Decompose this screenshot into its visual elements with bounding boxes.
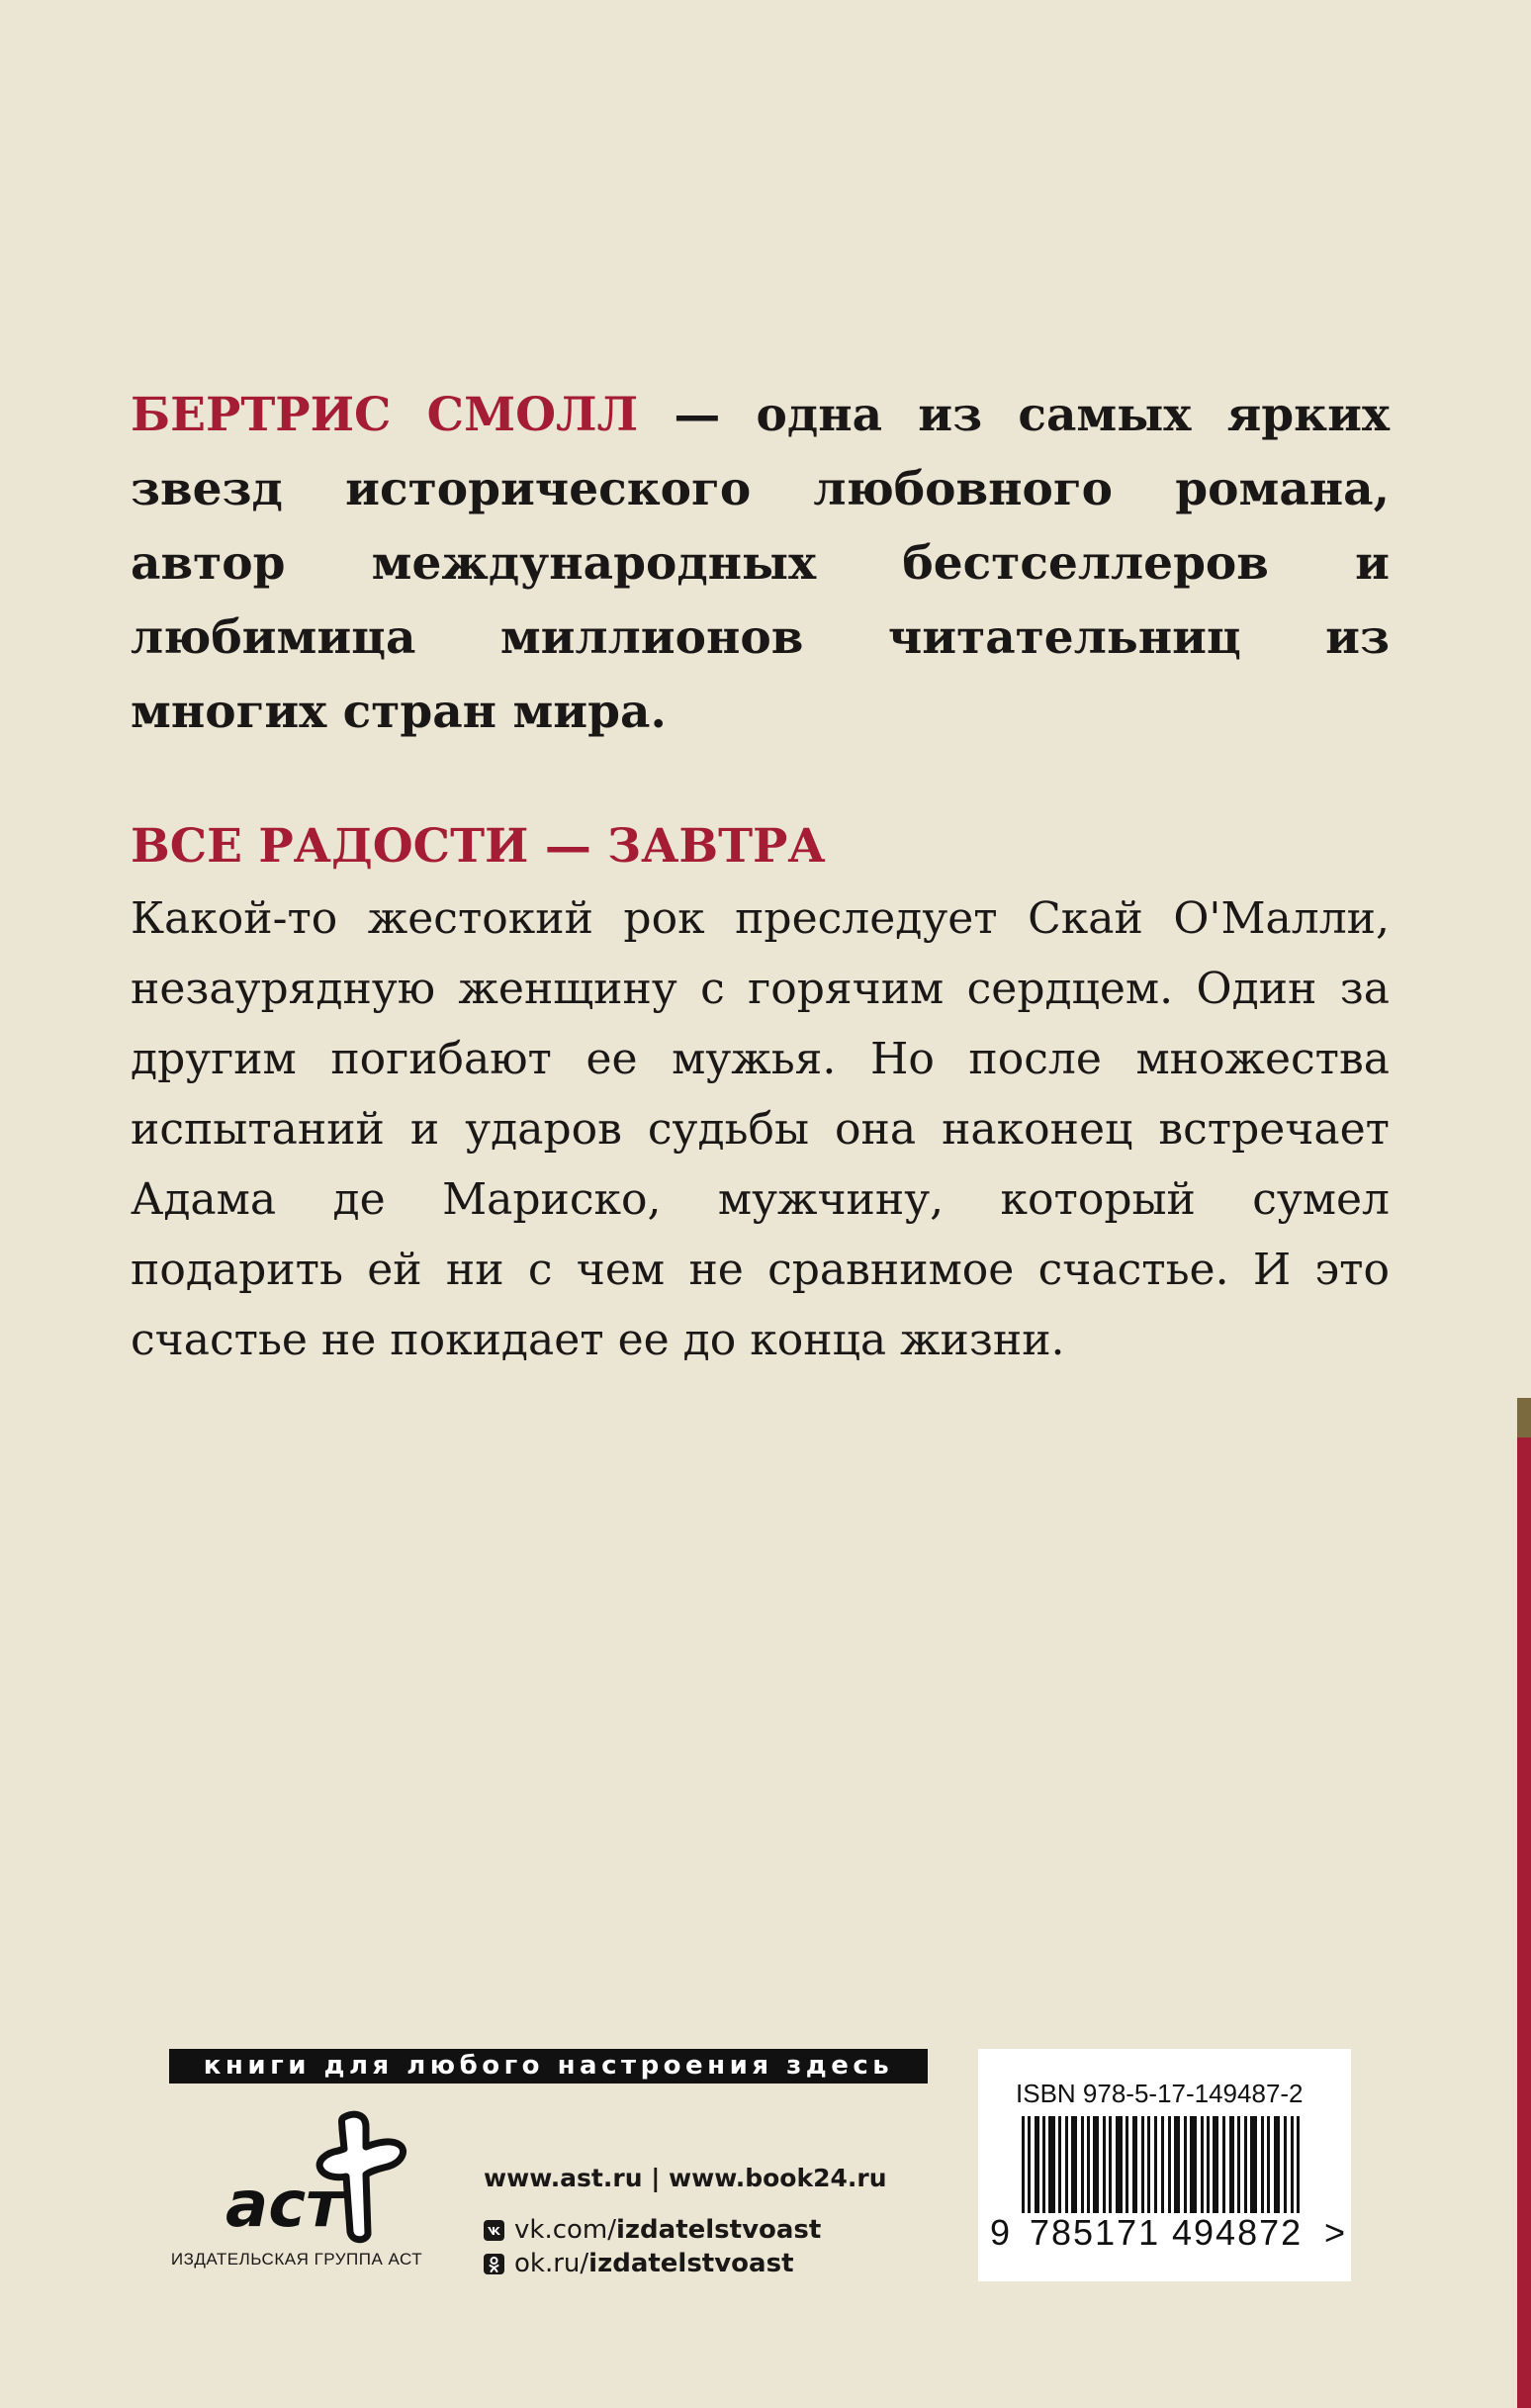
vk-handle: izdatelstvoast [616, 2215, 822, 2245]
barcode-box [978, 2049, 1351, 2281]
slogan-bar: книги для любого настроения здесь [169, 2049, 928, 2084]
odnoklassniki-icon [484, 2254, 504, 2274]
barcode-lead-digit: 9 [990, 2213, 1030, 2253]
book-title: ВСЕ РАДОСТИ — ЗАВТРА [131, 819, 826, 874]
book-annotation: Какой-то жестокий рок преследует Скай О'Малли, незаурядную женщину с горячим сердцем. Один за другим погибают ее мужья. Но после множества испытаний и ударов судьбы она наконец встречает Адама де Мариско, мужчину, который сумел подарить ей ни с чем не сравнимое счастье. И это счастье не покидает ее до конца жизни. [131, 893, 1390, 1365]
vk-icon [484, 2220, 504, 2241]
spine-accent-stripe-top [1517, 1398, 1531, 1437]
isbn-number: ISBN 978-5-17-149487-2 [1016, 2079, 1304, 2108]
barcode-group-1: 785171 [1030, 2213, 1164, 2253]
vk-prefix: vk.com/ [514, 2215, 616, 2245]
barcode-group-2: 494872 [1164, 2213, 1320, 2253]
barcode-digits [990, 2213, 1345, 2253]
author-bio [131, 378, 1390, 749]
barcode-quiet-mark: > [1320, 2213, 1345, 2253]
publisher-caption: ИЗДАТЕЛЬСКАЯ ГРУППА АСТ [170, 2250, 423, 2269]
ok-link[interactable] [484, 2246, 794, 2281]
ok-prefix: ok.ru/ [514, 2249, 589, 2278]
vk-link[interactable] [484, 2212, 821, 2248]
spine-accent-stripe [1517, 1398, 1531, 2408]
author-bio-text: — одна из самых ярких звезд исторического любовного романа, автор международных бестселлеров и любимица миллионов читательниц из многих стран мира. [131, 388, 1390, 739]
author-name: БЕРТРИС СМОЛЛ [131, 388, 639, 442]
ast-logo [218, 2105, 415, 2244]
ok-handle: izdatelstvoast [588, 2249, 794, 2278]
publisher-sites[interactable]: www.ast.ru | www.book24.ru [484, 2164, 887, 2192]
ast-logo-text: аст [225, 2169, 343, 2242]
